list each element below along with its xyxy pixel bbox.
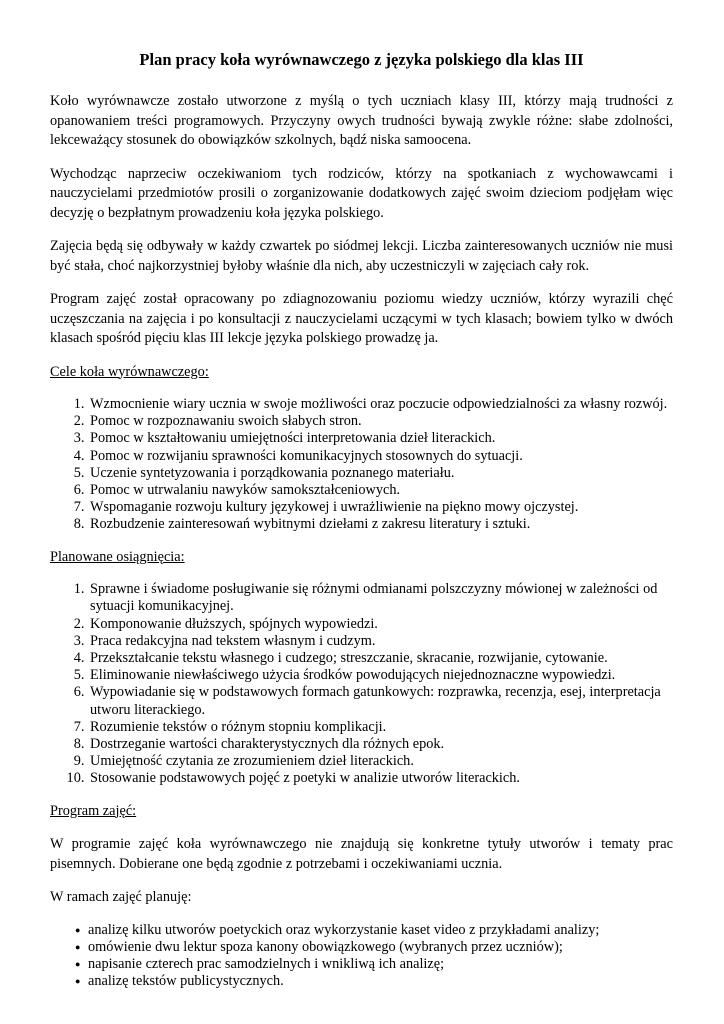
intro-paragraph: Zajęcia będą się odbywały w każdy czwartek po siódmej lekcji. Liczba zainteresowanych uczniów nie musi być stała, choć najkorzystniej byłoby właśnie dla nich, aby uczestniczyli w zajęciach cały rok. [50,238,673,274]
program-paragraph: W programie zajęć koła wyrównawczego nie znajdują się konkretne tytuły utworów i tematy prac pisemnych. Dobierane one będą zgodnie z potrzebami i oczekiwaniami ucznia. [50,836,673,872]
goal-item: 7. Wspomaganie rozwoju kultury językowej i uwrażliwienie na piękno mowy ojczystej. [88,499,673,516]
goal-item: 8. Rozbudzenie zainteresowań wybitnymi dziełami z zakresu literatury i sztuki. [88,516,673,533]
goal-item: 1. Wzmocnienie wiary ucznia w swoje możliwości oraz poczucie odpowiedzialności za własny rozwój. [88,396,673,413]
plan-item: ● napisanie czterech prac samodzielnych i wnikliwą ich analizę; [88,956,673,973]
achievement-item: 1. Sprawne i świadome posługiwanie się różnymi odmianami polszczyzny mówionej w zależności od sytuacji komunikacyjnej. [88,581,673,615]
achievement-item: 4. Przekształcanie tekstu własnego i cudzego; streszczanie, skracanie, rozwijanie, cytowanie. [88,650,673,667]
intro-paragraph: Koło wyrównawcze zostało utworzone z myślą o tych uczniach klasy III, którzy mają trudności z opanowaniem treści programowych. Przyczyny owych trudności bywają zwykle różne: słabe zdolności, lekceważący stosunek do obowiązków szkolnych, bądź niska samoocena. [50,93,673,148]
program-paragraph: W ramach zajęć planuję: [50,889,192,906]
goal-item: 2. Pomoc w rozpoznawaniu swoich słabych stron. [88,413,673,430]
document-title: Plan pracy koła wyrównawczego z języka polskiego dla klas III [139,50,584,69]
goals-heading: Cele koła wyrównawczego: [50,363,209,380]
achievements-heading: Planowane osiągnięcia: [50,548,185,565]
plan-item: ● analizę kilku utworów poetyckich oraz wykorzystanie kaset video z przykładami analizy; [88,922,673,939]
goals-list [50,396,673,534]
program-heading: Program zajęć: [50,802,137,819]
achievements-list [50,581,673,787]
goal-item: 5. Uczenie syntetyzowania i porządkowania poznanego materiału. [88,465,673,482]
goal-item: 3. Pomoc w kształtowaniu umiejętności interpretowania dzieł literackich. [88,430,673,447]
program-plan-list [50,922,673,991]
achievement-item: 9. Umiejętność czytania ze zrozumieniem dzieł literackich. [88,753,673,770]
plan-item: ● analizę tekstów publicystycznych. [88,973,673,990]
achievement-item: 6. Wypowiadanie się w podstawowych formach gatunkowych: rozprawka, recenzja, esej, interpretacja utworu literackiego. [88,684,673,718]
intro-paragraph: Wychodząc naprzeciw oczekiwaniom tych rodziców, którzy na spotkaniach z wychowawcami i nauczycielami przedmiotów prosili o zorganizowanie dodatkowych zajęć swoim dzieciom podjęłam więc decyzję o bezpłatnym prowadzeniu koła języka polskiego. [50,165,673,221]
achievement-item: 7. Rozumienie tekstów o różnym stopniu komplikacji. [88,719,673,736]
goal-item: 4. Pomoc w rozwijaniu sprawności komunikacyjnych stosownych do sytuacji. [88,448,673,465]
plan-item: ● omówienie dwu lektur spoza kanony obowiązkowego (wybranych przez uczniów); [88,939,673,956]
document-page [50,48,673,991]
goal-item: 6. Pomoc w utrwalaniu nawyków samokształceniowych. [88,482,673,499]
intro-paragraph: Program zajęć został opracowany po zdiagnozowaniu poziomu wiedzy uczniów, którzy wyrazili chęć uczęszczania na zajęcia i po konsultacji z nauczycielami uczącymi w tych klasach; bowiem tylko w dwóch klasach spośród pięciu klas III lekcje języka polskiego prowadzę ja. [50,291,673,346]
achievement-item: 3. Praca redakcyjna nad tekstem własnym i cudzym. [88,633,673,650]
achievement-item: 10. Stosowanie podstawowych pojęć z poetyki w analizie utworów literackich. [88,770,673,787]
achievement-item: 5. Eliminowanie niewłaściwego użycia środków powodujących niejednoznaczne wypowiedzi. [88,667,673,684]
achievement-item: 2. Komponowanie dłuższych, spójnych wypowiedzi. [88,616,673,633]
achievement-item: 8. Dostrzeganie wartości charakterystycznych dla różnych epok. [88,736,673,753]
